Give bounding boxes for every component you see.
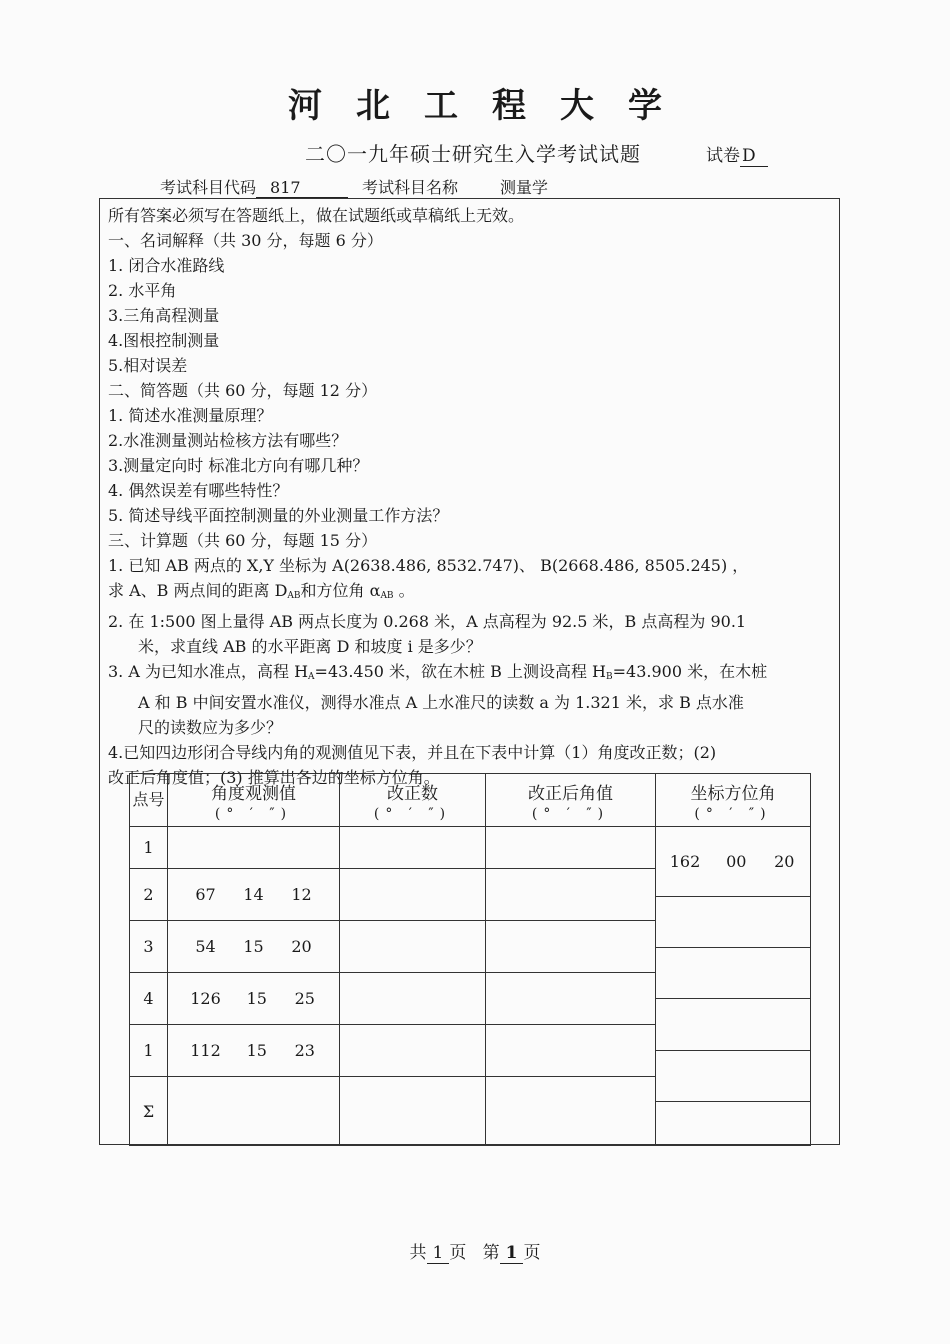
header-observed: 角度观测值 (° ′ ″) bbox=[168, 774, 340, 827]
header-azimuth: 坐标方位角 (° ′ ″) bbox=[656, 774, 811, 827]
observed-cell: 112 15 23 bbox=[168, 1025, 340, 1077]
q4-line-2: 改正后角度值；(3) 推算出各边的坐标方位角。 bbox=[108, 768, 440, 787]
subject-code: 817 bbox=[256, 178, 348, 198]
q1-line-2: 求 A、B 两点间的距离 $D_{AB}$和方位角 $\alpha_{AB}$ 。 bbox=[108, 581, 415, 601]
total-pages: 1 bbox=[427, 1243, 450, 1264]
exam-title: 二〇一九年硕士研究生入学考试试题 bbox=[305, 142, 641, 166]
header-corrected: 改正后角值 (° ′ ″) bbox=[486, 774, 656, 827]
page-footer: 共 1 页 第 1 页 bbox=[409, 1243, 541, 1263]
azimuth-cell-1: 162 00 20 bbox=[656, 827, 810, 897]
azimuth-cell bbox=[656, 1051, 810, 1102]
corrected-cell bbox=[486, 1077, 656, 1146]
observed-cell bbox=[168, 827, 340, 869]
corrected-cell bbox=[486, 869, 656, 921]
observed-cell: 54 15 20 bbox=[168, 921, 340, 973]
s2-item: 5. 简述导线平面控制测量的外业测量工作方法？ bbox=[108, 506, 449, 525]
azimuth-cell bbox=[656, 948, 810, 999]
q2-line-1: 2. 在 1:500 图上量得 AB 两点长度为 0.268 米，A 点高程为 92.5 米，B 点高程为 90.1 bbox=[108, 612, 747, 631]
q2-line-2: 米，求直线 AB 的水平距离 D 和坡度 i 是多少？ bbox=[138, 637, 482, 656]
s1-item: 3.三角高程测量 bbox=[108, 306, 220, 325]
q4-line-1: 4.已知四边形闭合导线内角的观测值见下表，并且在下表中计算（1）角度改正数；(2) bbox=[108, 743, 717, 762]
s2-item: 4. 偶然误差有哪些特性？ bbox=[108, 481, 289, 500]
question-content bbox=[108, 203, 833, 790]
current-page: 1 bbox=[500, 1243, 524, 1264]
corrected-cell bbox=[486, 973, 656, 1025]
q1-line-1: 1. 已知 AB 两点的 X,Y 坐标为 A(2638.486, 8532.747)、 B(2668.486, 8505.245) ， bbox=[108, 556, 749, 575]
s1-item: 5.相对误差 bbox=[108, 356, 188, 375]
subject-code-label: 考试科目代码 bbox=[160, 178, 257, 197]
section-3-title: 三、计算题（共 60 分，每题 15 分） bbox=[108, 531, 378, 550]
traverse-table bbox=[129, 773, 811, 1146]
subject-name-label: 考试科目名称 bbox=[362, 178, 459, 197]
s1-item: 1. 闭合水准路线 bbox=[108, 256, 225, 275]
corrected-cell bbox=[486, 827, 656, 869]
section-1-title: 一、名词解释（共 30 分，每题 6 分） bbox=[108, 231, 383, 250]
table-row bbox=[130, 827, 811, 869]
s2-item: 2.水准测量测站检核方法有哪些？ bbox=[108, 431, 348, 450]
notice: 所有答案必须写在答题纸上，做在试题纸或草稿纸上无效。 bbox=[108, 206, 525, 225]
correction-cell bbox=[340, 869, 486, 921]
q3-line-3: 尺的读数应为多少？ bbox=[138, 718, 283, 737]
azimuth-cell bbox=[656, 999, 810, 1051]
correction-cell bbox=[340, 1025, 486, 1077]
s1-item: 2. 水平角 bbox=[108, 281, 177, 300]
correction-cell bbox=[340, 1077, 486, 1146]
correction-cell bbox=[340, 973, 486, 1025]
subject-line bbox=[160, 175, 635, 199]
corrected-cell bbox=[486, 1025, 656, 1077]
azimuth-cell bbox=[656, 897, 810, 948]
sum-cell: Σ bbox=[130, 1077, 168, 1146]
paper-label-text: 试卷 bbox=[706, 146, 740, 166]
observed-cell: 67 14 12 bbox=[168, 869, 340, 921]
observed-cell bbox=[168, 1077, 340, 1146]
azimuth-column bbox=[656, 827, 811, 1146]
q3-line-2: A 和 B 中间安置水准仪，测得水准点 A 上水准尺的读数 a 为 1.321 米，求 B 点水准 bbox=[138, 693, 744, 712]
azimuth-stack bbox=[656, 827, 810, 1145]
point-cell: 1 bbox=[130, 1025, 168, 1077]
s1-item: 4.图根控制测量 bbox=[108, 331, 220, 350]
correction-cell bbox=[340, 827, 486, 869]
s2-item: 1. 简述水准测量原理？ bbox=[108, 406, 273, 425]
header-correction: 改正数 (° ′ ″) bbox=[340, 774, 486, 827]
header-point: 点号 bbox=[130, 774, 168, 827]
point-cell: 4 bbox=[130, 973, 168, 1025]
section-2-title: 二、简答题（共 60 分，每题 12 分） bbox=[108, 381, 378, 400]
point-cell: 3 bbox=[130, 921, 168, 973]
point-cell: 2 bbox=[130, 869, 168, 921]
paper-code: D bbox=[740, 146, 768, 167]
point-cell: 1 bbox=[130, 827, 168, 869]
subject-name: 测量学 bbox=[458, 175, 635, 199]
paper-label bbox=[706, 141, 768, 167]
correction-cell bbox=[340, 921, 486, 973]
corrected-cell bbox=[486, 921, 656, 973]
university-title: 河北工程大学 bbox=[288, 86, 696, 126]
s2-item: 3.测量定向时 标准北方向有哪几种？ bbox=[108, 456, 369, 475]
q3-line-1: 3. A 为已知水准点，高程 $H_A=43.450$ 米，欲在木桩 B 上测设高程 $H_B=43.900$ 米，在木桩 bbox=[108, 662, 768, 682]
table-header-row bbox=[130, 774, 811, 827]
observed-cell: 126 15 25 bbox=[168, 973, 340, 1025]
azimuth-cell bbox=[656, 1102, 810, 1145]
